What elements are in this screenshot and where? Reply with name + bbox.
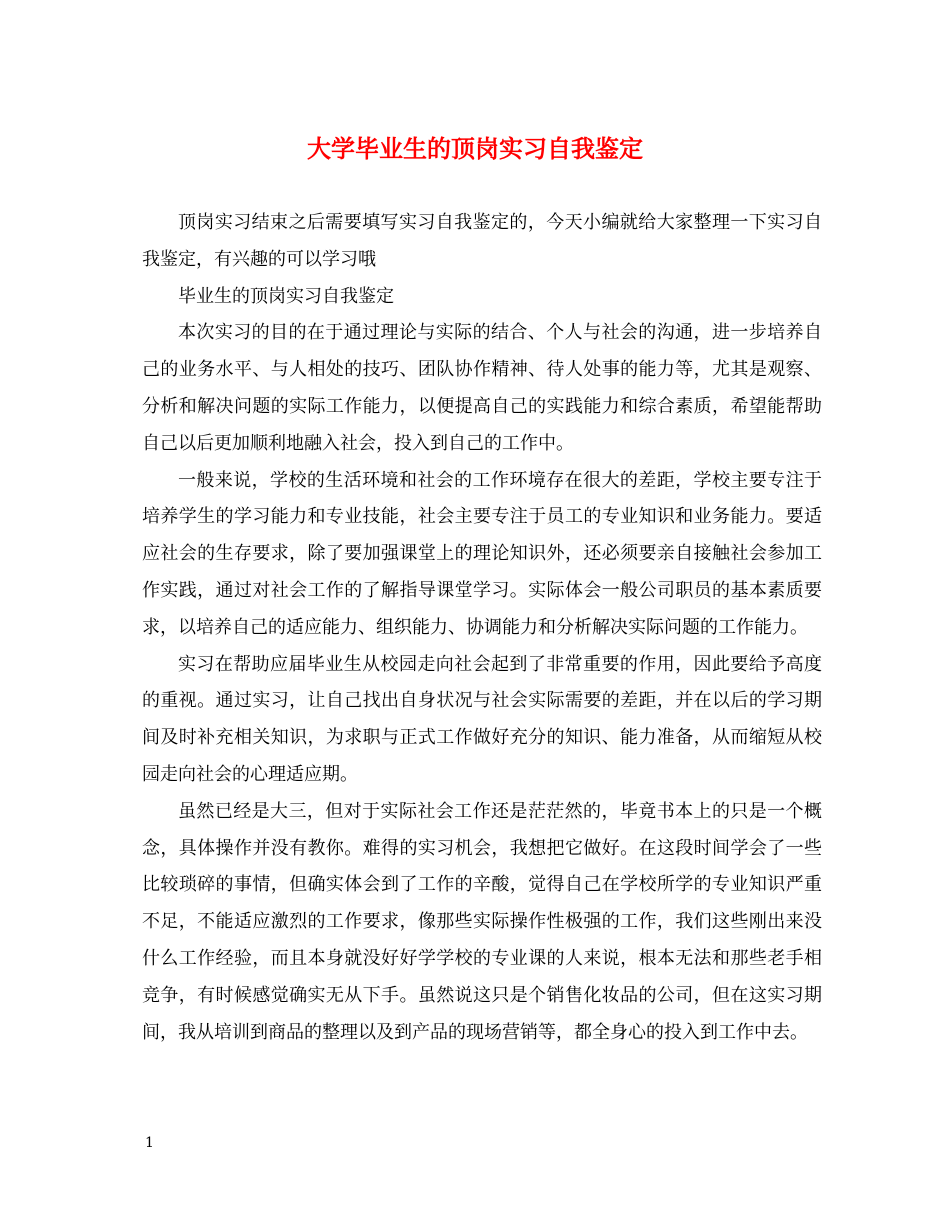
page-number: 1 — [145, 1135, 154, 1151]
document-title: 大学毕业生的顶岗实习自我鉴定 — [307, 134, 643, 163]
paragraph-experience: 虽然已经是大三，但对于实际社会工作还是茫茫然的，毕竟书本上的只是一个概念，具体操作并没有教你。难得的实习机会，我想把它做好。在这段时间学会了一些比较琐碎的事情，但确实体会到了工作的辛酸，觉得自己在学校所学的专业知识严重不足，不能适应激烈的工作要求，像那些实际操作性极强的工作，我们这些刚出来没什么工作经验，而且本身就没好好学学校的专业课的人来说，根本无法和那些老手相竞争，有时候感觉确实无从下手。虽然说这只是个销售化妆品的公司，但在这实习期间，我从培训到商品的整理以及到产品的现场营销等，都全身心的投入到工作中去。 — [142, 800, 822, 1043]
document-body — [142, 205, 822, 1051]
paragraph-subtitle: 毕业生的顶岗实习自我鉴定 — [178, 285, 394, 307]
paragraph-purpose: 本次实习的目的在于通过理论与实际的结合、个人与社会的沟通，进一步培养自己的业务水平、与人相处的技巧、团队协作精神、待人处事的能力等，尤其是观察、分析和解决问题的实际工作能力，以便提高自己的实践能力和综合素质，希望能帮助自己以后更加顺利地融入社会，投入到自己的工作中。 — [142, 322, 822, 454]
paragraph-importance: 实习在帮助应届毕业生从校园走向社会起到了非常重要的作用，因此要给予高度的重视。通过实习，让自己找出自身状况与社会实际需要的差距，并在以后的学习期间及时补充相关知识，为求职与正式工作做好充分的知识、能力准备，从而缩短从校园走向社会的心理适应期。 — [142, 653, 822, 785]
paragraph-intro: 顶岗实习结束之后需要填写实习自我鉴定的，今天小编就给大家整理一下实习自我鉴定，有兴趣的可以学习哦 — [142, 212, 822, 270]
paragraph-school-society: 一般来说，学校的生活环境和社会的工作环境存在很大的差距，学校主要专注于培养学生的学习能力和专业技能，社会主要专注于员工的专业知识和业务能力。要适应社会的生存要求，除了要加强课堂上的理论知识外，还必须要亲自接触社会参加工作实践，通过对社会工作的了解指导课堂学习。实际体会一般公司职员的基本素质要求，以培养自己的适应能力、组织能力、协调能力和分析解决实际问题的工作能力。 — [142, 469, 822, 638]
